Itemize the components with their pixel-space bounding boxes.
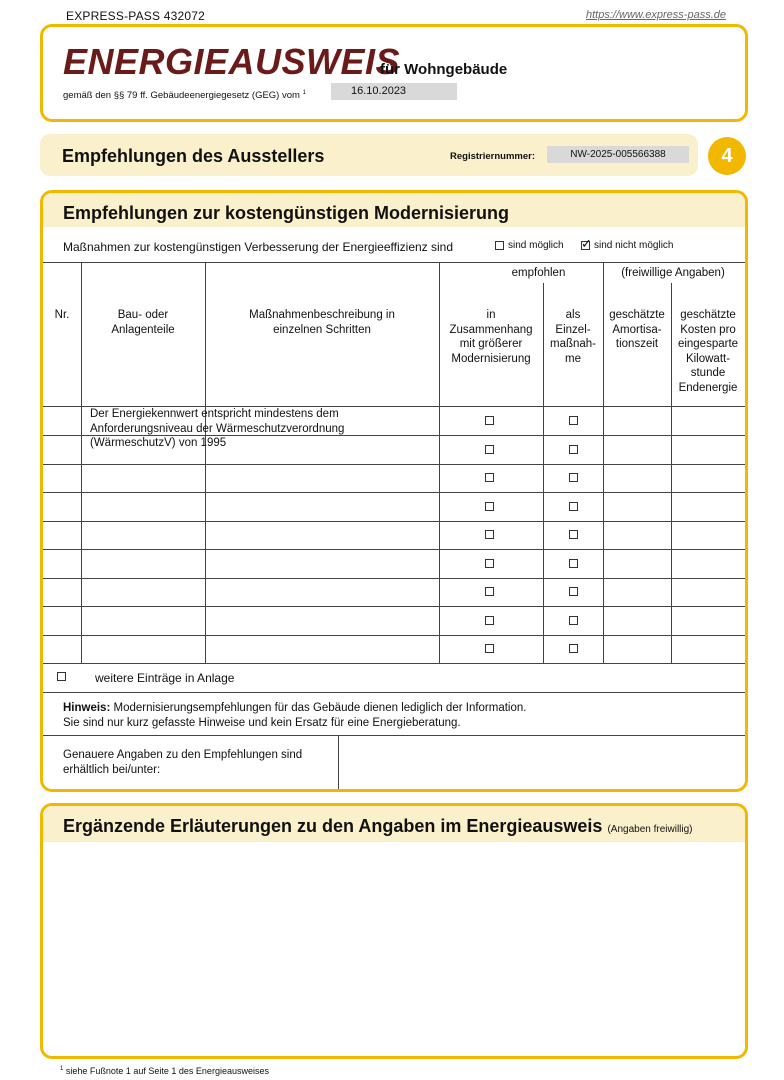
checkbox-single[interactable] — [569, 530, 578, 539]
table-row-line — [43, 492, 745, 493]
row-text-line: (WärmeschutzV) von 1995 — [90, 437, 227, 449]
details-line: Genauere Angaben zu den Empfehlungen sind — [63, 749, 303, 761]
additional-header — [43, 806, 745, 842]
section-bar — [40, 134, 698, 176]
checkbox-combined[interactable] — [485, 416, 494, 425]
page-number-badge: 4 — [708, 137, 746, 175]
column-header-payback — [603, 308, 671, 352]
column-header-single — [543, 308, 603, 366]
checkbox-combined[interactable] — [485, 559, 494, 568]
checkbox-possible[interactable] — [495, 241, 504, 250]
column-line — [81, 262, 82, 663]
details-line: erhältlich bei/unter: — [63, 764, 161, 776]
footnote-mark: 1 — [60, 1066, 64, 1072]
table-row-line — [43, 663, 745, 664]
table-row-line — [43, 735, 745, 736]
footnote — [60, 1066, 269, 1076]
recommendations-header — [43, 193, 745, 227]
checkbox-single[interactable] — [569, 473, 578, 482]
header-line: tionszeit — [615, 338, 659, 350]
law-reference — [63, 90, 306, 101]
header-line: stunde — [690, 367, 726, 379]
column-header-nr: Nr. — [54, 309, 70, 321]
additional-title — [63, 816, 693, 837]
row-text-line: Anforderungsniveau der Wärmeschutzverordnung — [90, 422, 345, 435]
registration-number-field[interactable]: NW-2025-005566388 — [547, 146, 689, 163]
group-recommended: empfohlen — [511, 267, 566, 279]
registration-label: Registriernummer: — [450, 151, 535, 162]
header-line: Kosten pro — [680, 323, 736, 336]
column-line — [603, 262, 604, 663]
table-row-line — [43, 549, 745, 550]
checkbox-single[interactable] — [569, 587, 578, 596]
checkbox-combined[interactable] — [485, 644, 494, 653]
table-top-line — [43, 262, 745, 263]
note-label: Hinweis: — [63, 702, 111, 714]
option-possible[interactable] — [495, 240, 564, 251]
recommendations-title: Empfehlungen zur kostengünstigen Modernisierung — [63, 203, 510, 223]
document-subtitle: für Wohngebäude — [380, 61, 508, 78]
checkbox-single[interactable] — [569, 416, 578, 425]
header-line: Maßnahmenbeschreibung in — [249, 309, 395, 321]
option-not-possible-label: sind nicht möglich — [594, 240, 674, 251]
header-line: Zusammenhang — [449, 323, 533, 336]
header-line: geschätzte — [609, 309, 665, 321]
column-line — [205, 262, 206, 663]
table-row-line — [43, 578, 745, 579]
row-text-line: Der Energiekennwert entspricht mindestens dem — [90, 408, 339, 420]
note-line-1: Modernisierungsempfehlungen für das Gebäude dienen lediglich der Information. — [110, 702, 527, 714]
checkbox-combined[interactable] — [485, 502, 494, 511]
additional-title-note: (Angaben freiwillig) — [607, 824, 693, 835]
header-line: als — [565, 309, 581, 321]
column-line — [543, 283, 544, 663]
note-line-2: Sie sind nur kurz gefasste Hinweise und kein Ersatz für eine Energieberatung. — [63, 717, 461, 729]
header-line: Amortisa- — [612, 323, 662, 336]
header-line: me — [565, 352, 581, 365]
header-line: Kilowatt- — [685, 352, 731, 365]
additional-title-text: Ergänzende Erläuterungen zu den Angaben im Energieausweis — [63, 816, 603, 836]
details-label — [63, 748, 302, 778]
table-row-line — [43, 464, 745, 465]
header-line: einzelnen Schritten — [273, 323, 371, 336]
section-title: Empfehlungen des Ausstellers — [62, 146, 325, 166]
header-line: Modernisierung — [451, 352, 531, 365]
header-line: maßnah- — [549, 338, 597, 350]
header-line: eingesparte — [677, 338, 739, 350]
checkbox-single[interactable] — [569, 616, 578, 625]
column-line — [671, 283, 672, 663]
checkmark-icon: ✓ — [581, 235, 592, 251]
column-header-combined — [439, 308, 543, 366]
column-line — [439, 262, 440, 663]
checkbox-combined[interactable] — [485, 587, 494, 596]
header-line: Bau- oder — [117, 309, 169, 321]
law-footnote-mark: 1 — [302, 90, 306, 96]
measures-text: Maßnahmen zur kostengünstigen Verbesserung der Energieeffizienz sind — [63, 240, 454, 254]
checkbox-single[interactable] — [569, 559, 578, 568]
checkbox-combined[interactable] — [485, 616, 494, 625]
checkbox-combined[interactable] — [485, 473, 494, 482]
date-field[interactable]: 16.10.2023 — [331, 83, 457, 100]
header-line: Anlagenteile — [111, 323, 175, 336]
table-row-line — [43, 606, 745, 607]
group-optional: (freiwillige Angaben) — [621, 267, 725, 279]
table-row-line — [43, 521, 745, 522]
header-line: mit größerer — [459, 338, 523, 350]
column-header-description — [205, 308, 439, 337]
header-line: in — [486, 309, 496, 321]
table-row-line — [43, 635, 745, 636]
document-id: EXPRESS-PASS 432072 — [66, 9, 205, 23]
table-row-line — [43, 692, 745, 693]
column-header-part — [81, 308, 205, 337]
checkbox-not-possible[interactable] — [581, 235, 592, 251]
document-title: ENERGIEAUSWEIS — [63, 41, 401, 82]
option-not-possible[interactable] — [581, 235, 674, 251]
row-description — [90, 407, 344, 451]
more-entries-label: weitere Einträge in Anlage — [95, 671, 235, 685]
checkbox-more-entries[interactable] — [57, 672, 66, 681]
header-line: Endenergie — [678, 381, 738, 394]
checkbox-combined[interactable] — [485, 445, 494, 454]
law-text: gemäß den §§ 79 ff. Gebäudeenergiegesetz (GEG) vom — [63, 90, 300, 102]
additional-frame — [40, 803, 748, 1059]
column-header-cost — [671, 308, 745, 395]
header-line: geschätzte — [680, 309, 736, 321]
checkbox-single[interactable] — [569, 644, 578, 653]
checkbox-combined[interactable] — [485, 530, 494, 539]
footnote-text: siehe Fußnote 1 auf Seite 1 des Energieausweises — [63, 1066, 269, 1076]
option-possible-label: sind möglich — [508, 240, 564, 251]
header-line: Einzel- — [555, 323, 591, 336]
column-line — [338, 735, 339, 792]
recommendations-frame — [40, 190, 748, 792]
checkbox-single[interactable] — [569, 502, 578, 511]
header-frame — [40, 24, 748, 122]
website-link[interactable]: https://www.express-pass.de — [585, 9, 726, 21]
note — [63, 701, 526, 731]
checkbox-single[interactable] — [569, 445, 578, 454]
